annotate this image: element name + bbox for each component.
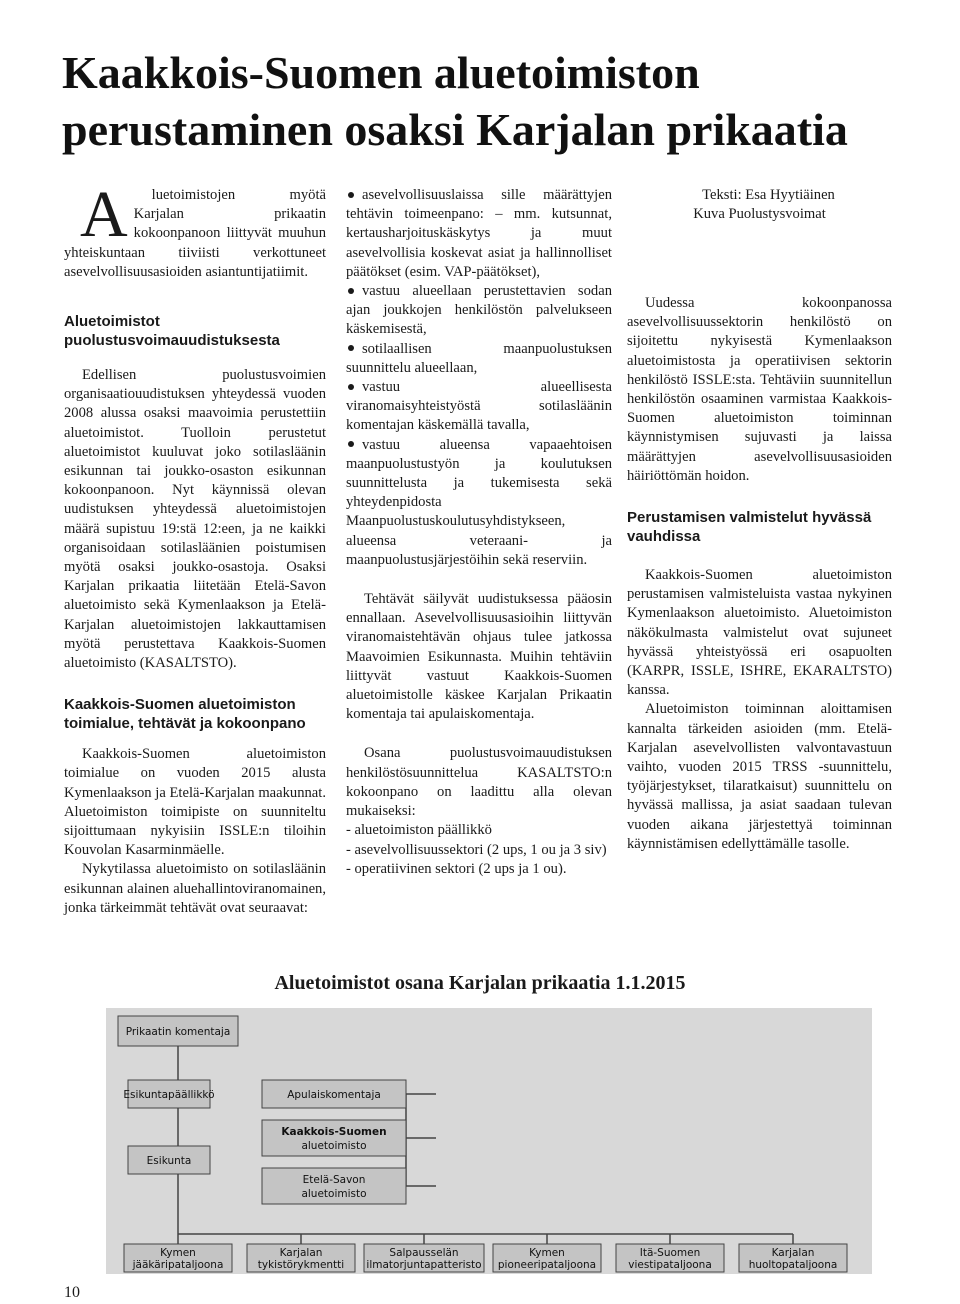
org-node-label: jääkäripataljoona	[132, 1259, 224, 1271]
org-node-label: Etelä-Savon	[302, 1174, 366, 1186]
paragraph: Osana puolustusvoimauudistuksen henkilöstösuunnittelua KASALTSTO:n kokoonpano on laadittu alla olevan mukaiseksi:	[346, 745, 612, 820]
lead-text: luetoimistojen myötä Karjalan prikaatin kokoonpanoon liittyvät muuhun yhteiskuntaan tiiviisti verkottuneet asevelvollisuusasioiden asiantuntijatiimit.	[64, 187, 326, 280]
list-item: - asevelvollisuussektori (2 ups, 1 ou ja 3 siv)	[346, 841, 607, 858]
org-node-chief-of-staff	[123, 1080, 214, 1108]
list-item-text: vastuu alueellaan perustettavien sodan ajan joukkojen henkilöstön palvelukseen käskemisestä,	[346, 283, 612, 338]
bullet-icon	[348, 192, 354, 198]
org-node-unit	[364, 1244, 484, 1272]
org-node-label: tykistörykmentti	[257, 1259, 345, 1271]
org-node-unit	[616, 1244, 724, 1272]
org-node-label: Itä-Suomen	[639, 1247, 701, 1259]
org-node-label: aluetoimisto	[301, 1188, 367, 1200]
org-node-unit	[493, 1244, 601, 1272]
org-node-label: ilmatorjuntapatteristo	[366, 1259, 482, 1271]
bullet-icon	[348, 384, 354, 390]
org-node-label: Karjalan	[771, 1247, 815, 1259]
org-node-label: Kymen	[160, 1247, 196, 1259]
column-1	[64, 178, 326, 918]
org-node-headquarters	[128, 1146, 210, 1174]
paragraph: Kaakkois-Suomen aluetoimiston perustamisen valmisteluista vastaa nykyinen Kymenlaakson aluetoimisto. Aluetoimiston näkökulmasta valmistelut ovat sujuneet hyvässä yhteistyössä eri osapuolten (KARPR, ISSLE, ISHRE, EKARALTSTO) kanssa.	[627, 567, 892, 699]
org-node-label: Salpausselän	[389, 1247, 459, 1259]
org-node-label: Apulaiskomentaja	[287, 1089, 381, 1101]
drop-cap: A	[80, 178, 128, 251]
org-node-etela-savon-office	[262, 1168, 406, 1204]
org-chart	[106, 1008, 872, 1274]
list-item	[346, 340, 612, 378]
list-item-text: vastuu alueensa vapaaehtoisen maanpuolustustyön ja koulutuksen suunnittelusta ja tukemisesta sekä yhteydenpidosta Maanpuolustuskoulutusyhdistykseen, alueensa veteraani- ja maanpuolustusjärjestöihin sekä reserviin.	[346, 436, 612, 568]
org-node-label: Kaakkois-Suomen	[281, 1126, 387, 1138]
author-credit: Teksti: Esa Hyytiäinen	[702, 187, 835, 203]
list-item	[346, 378, 612, 436]
section-heading: Aluetoimistot puolustusvoimauudistuksesta	[64, 313, 280, 350]
lead-paragraph	[64, 178, 326, 282]
section-heading: Perustamisen valmistelut hyvässä vauhdissa	[627, 509, 872, 546]
list-item: - operatiivinen sektori (2 ups ja 1 ou).	[346, 860, 567, 877]
page-number: 10	[64, 1284, 80, 1301]
credits	[627, 186, 892, 224]
org-node-label: viestipataljoona	[628, 1259, 712, 1271]
org-node-unit	[247, 1244, 355, 1272]
paragraph: Edellisen puolustusvoimien organisaatiouudistuksen yhteydessä vuoden 2008 alussa osaksi maavoimia perustettiin aluetoimistot. Tuolloin perustetut aluetoimistot kuuluvat joko sotilasläänin esikunnan tai joukko-osaston esikunnan kokoonpanoon. Nyt käynnissä olevan uudistuksen yhteydessä aluetoimistojen määrä supistuu 19:stä 12:een, ja ne kaikki organisoidaan sotilasläänien poistumisen myötä osaksi joukko-osastoja. Osaksi Karjalan prikaatia liitetään Etelä-Savon aluetoimisto sekä Kymenlaakson ja Etelä-Karjalan aluetoimistojen lakkauttamisen myötä perustettava Kaakkois-Suomen aluetoimisto (KASALTSTO).	[64, 367, 326, 672]
org-node-kaakkois-suomen-office	[262, 1120, 406, 1156]
paragraph: Aluetoimiston toiminnan aloittamisen kannalta tärkeiden asioiden (mm. Etelä-Karjalan asevelvollisten valvontavastuun vaihto, vuoden 2015 TRSS -suunnittelu, työjärjestykset, tilaratkaisut) suunnittelu on hyvässä mallissa, ja asiat saadaan tulevan vuoden aikana järjestettyä toiminnan käynnistämisen edellyttämälle tasolle.	[627, 701, 892, 852]
org-node-label: huoltopataljoona	[748, 1259, 838, 1271]
paragraph: Tehtävät säilyvät uudistuksessa pääosin ennallaan. Asevelvollisuusasioihin liittyvän viranomaistehtävän ohjaus tulee jatkossa Maavoimien Esikunnasta. Muihin tehtäviin liittyvät vastuut Kaakkois-Suomen aluetoimistolle käskee Karjalan Prikaatin komentaja tai apulaiskomentaja.	[346, 591, 612, 723]
org-chart-diagram	[106, 1008, 872, 1274]
bullet-icon	[348, 441, 354, 447]
org-node-label: Karjalan	[279, 1247, 323, 1259]
org-node-unit	[739, 1244, 847, 1272]
title-line: Kaakkois-Suomen aluetoimiston	[62, 47, 700, 98]
paragraph: Uudessa kokoonpanossa asevelvollisuussektorin henkilöstö on sijoitettu nykyisestä Kymenlaakson aluetoimistosta ja operatiivisen sektorin henkilöstö ISSLE:sta. Tehtäviin suunnitellun henkilöstön osaaminen varmistaa Kaakkois-Suomen aluetoimiston toiminnan käynnistymisen sujuvasti ja laissa määrättyjen asevelvollisuusasioiden häiriöttömän hoidon.	[627, 295, 892, 484]
list-item	[346, 186, 612, 282]
paragraph: Nykytilassa aluetoimisto on sotilasläänin esikunnan alainen aluehallintoviranomainen, jonka tärkeimmät tehtävät ovat seuraavat:	[64, 861, 326, 916]
org-node-deputy	[262, 1080, 406, 1108]
list-item-text: vastuu alueellisesta viranomaisyhteistyöstä sotilasläänin komentajan käskemällä tavalla,	[346, 379, 612, 434]
org-node-label: Kymen	[529, 1247, 565, 1259]
list-item	[346, 282, 612, 340]
list-item-text: sotilaallisen maanpuolustuksen suunnittelu alueellaan,	[346, 340, 612, 376]
bullet-icon	[348, 288, 354, 294]
org-node-label: pioneeripataljoona	[497, 1259, 597, 1271]
org-node-label: Esikuntapäällikkö	[123, 1089, 215, 1101]
section-heading: Kaakkois-Suomen aluetoimiston toimialue, tehtävät ja kokoonpano	[64, 696, 306, 733]
paragraph: Kaakkois-Suomen aluetoimiston toimialue on vuoden 2015 alusta Kymenlaakson ja Etelä-Karjalan maakunnat. Aluetoimiston toimipiste on suunniteltu sijoittumaan nykyisiin ISSLE:n tiloihin Kouvolan Kasarminmäelle.	[64, 746, 326, 859]
title-line: perustaminen osaksi Karjalan prikaatia	[62, 104, 848, 155]
bullet-icon	[348, 345, 354, 351]
column-2	[346, 186, 612, 879]
org-node-unit	[124, 1244, 232, 1272]
org-chart-title: Aluetoimistot osana Karjalan prikaatia 1.1.2015	[274, 972, 686, 994]
list-item-text: asevelvollisuuslaissa sille määrättyjen tehtävin toimeenpano: – mm. kutsunnat, kertausharjoituskäskytys ja muut asevelvollisia koskevat asiat ja hallinnolliset päätökset (esim. VAP-päätökset),	[346, 187, 612, 280]
org-node-label: Prikaatin komentaja	[125, 1026, 231, 1038]
staff-list	[346, 821, 612, 879]
org-node-top	[118, 1016, 238, 1046]
photo-credit: Kuva Puolustysvoimat	[693, 206, 826, 222]
org-node-label: aluetoimisto	[301, 1140, 367, 1152]
org-node-label: Esikunta	[146, 1155, 192, 1167]
task-list	[346, 186, 612, 570]
list-item: - aluetoimiston päällikkö	[346, 822, 492, 839]
list-item	[346, 436, 612, 570]
article-title	[62, 44, 922, 158]
column-3	[627, 186, 892, 854]
